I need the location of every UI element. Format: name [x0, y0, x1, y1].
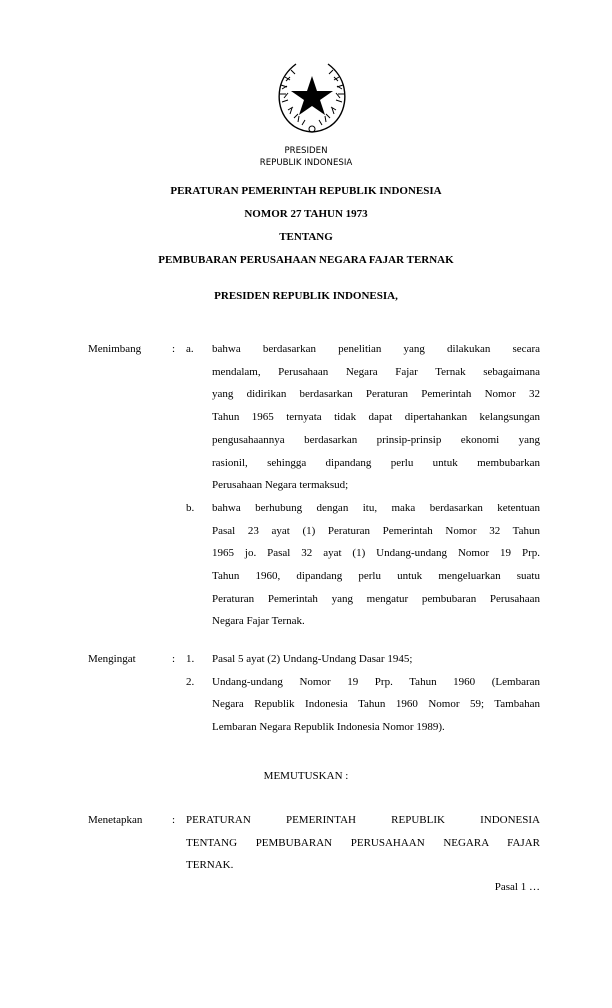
list-marker: 2. [186, 675, 195, 688]
document-tentang: TENTANG [279, 231, 333, 243]
document-subject: PEMBUBARAN PERUSAHAAN NEGARA FAJAR TERNAK [158, 254, 454, 266]
menetapkan-colon: : [172, 814, 176, 826]
list-item-line: Peraturan Pemerintah yang mengatur pembubaran Perusahaan [212, 592, 540, 605]
list-item-line: rasionil, sehingga dipandang perlu untuk membubarkan [212, 456, 540, 469]
list-item-line: yang didirikan berdasarkan Peraturan Pemerintah Nomor 32 [212, 388, 540, 401]
list-item-line: Negara Fajar Ternak. [212, 615, 305, 628]
mengingat-colon: : [172, 653, 176, 665]
menetapkan-line: TERNAK. [186, 859, 234, 872]
mengingat-label: Mengingat [88, 653, 136, 665]
list-item-line: Pasal 23 ayat (1) Peraturan Pemerintah Nomor 32 Tahun [212, 524, 540, 537]
menimbang-colon: : [172, 343, 176, 355]
list-item-line: Perusahaan Negara termaksud; [212, 479, 349, 492]
list-item-line: 1965 jo. Pasal 32 ayat (1) Undang-undang Nomor 19 Prp. [212, 547, 540, 560]
office-line-1: PRESIDEN [284, 146, 328, 156]
list-item-line: Pasal 5 ayat (2) Undang-Undang Dasar 1945; [212, 653, 413, 665]
list-marker: 1. [186, 653, 195, 665]
menetapkan-line: PERATURAN PEMERINTAH REPUBLIK INDONESIA [186, 814, 540, 826]
office-line-2: REPUBLIK INDONESIA [259, 158, 353, 168]
menimbang-label: Menimbang [88, 343, 142, 355]
list-item-line: Negara Republik Indonesia Tahun 1960 Nomor 59; Tambahan [212, 698, 540, 711]
list-item-line: mendalam, Perusahaan Negara Fajar Ternak sebagaimana [212, 365, 540, 378]
menetapkan-label: Menetapkan [88, 814, 143, 826]
presidential-seal-icon [272, 58, 352, 138]
memutuskan-heading: MEMUTUSKAN : [263, 770, 349, 782]
document-number: NOMOR 27 TAHUN 1973 [244, 208, 368, 220]
list-item-line: Lembaran Negara Republik Indonesia Nomor 1989). [212, 721, 445, 734]
list-item-line: Tahun 1965 ternyata tidak dapat dipertahankan kelangsungan [212, 411, 540, 424]
list-item-line: bahwa berhubung dengan itu, maka berdasarkan ketentuan [212, 501, 540, 514]
list-marker: a. [186, 343, 194, 355]
list-item-line: bahwa berdasarkan penelitian yang dilakukan secara [212, 343, 540, 355]
issuer-heading: PRESIDEN REPUBLIK INDONESIA, [214, 290, 398, 302]
list-item-line: Tahun 1960, dipandang perlu untuk mengeluarkan suatu [212, 570, 540, 582]
list-marker: b. [186, 501, 195, 514]
document-title: PERATURAN PEMERINTAH REPUBLIK INDONESIA [170, 185, 442, 197]
menetapkan-line: TENTANG PEMBUBARAN PERUSAHAAN NEGARA FAJAR [186, 836, 540, 849]
continuation-note: Pasal 1 … [494, 881, 540, 893]
list-item-line: pengusahaannya berdasarkan prinsip-prinsip ekonomi yang [212, 433, 540, 446]
list-item-line: Undang-undang Nomor 19 Prp. Tahun 1960 (Lembaran [212, 675, 540, 688]
